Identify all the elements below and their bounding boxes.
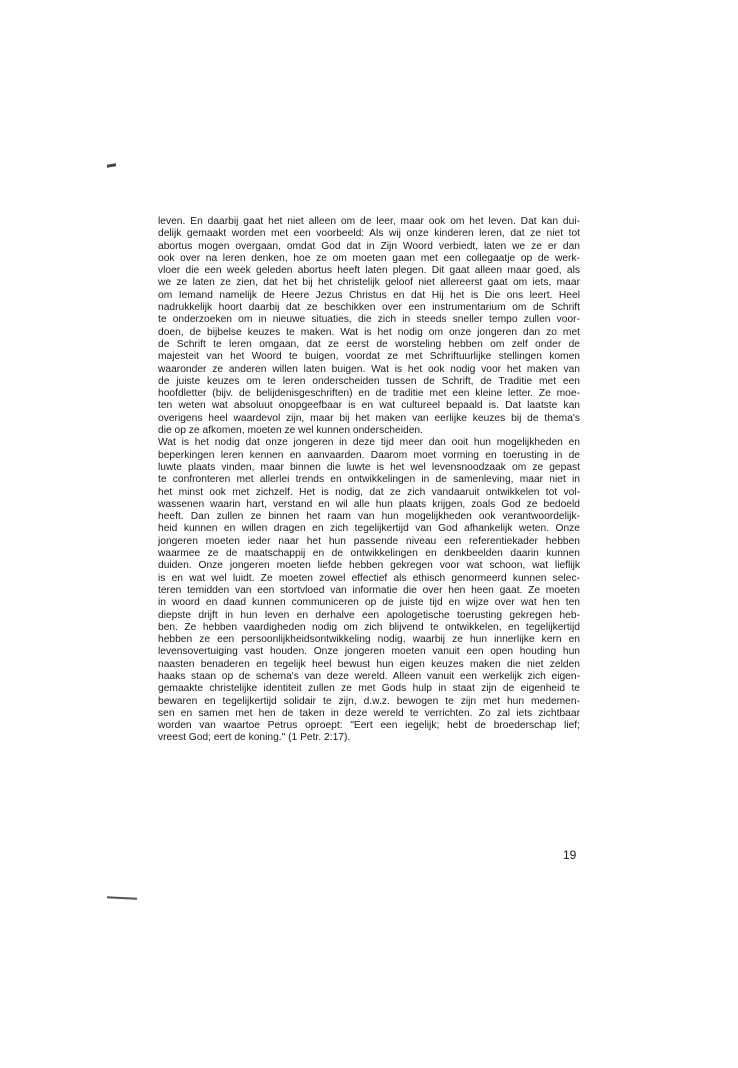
text-line: bewaren en tegelijkertijd solidair te zijn, d.w.z. bewogen te zijn met hun medemen- — [158, 695, 580, 707]
text-line: waarmee ze de maatschappij en de ontwikkelingen en denkbeelden daarin kunnen — [158, 548, 580, 560]
text-line: gemaakte christelijke identiteit zullen ze met Gods hulp in staat zijn de eigenheid te — [158, 683, 580, 695]
text-line: hoofdletter (bijv. de belijdenisgeschriften) en de traditie met een kleine letter. Ze moe- — [158, 388, 580, 400]
text-line: het minst ook met zichzelf. Het is nodig, dat ze zich vandaaruit ontwikkelen tot vol- — [158, 486, 580, 498]
text-line: doen, de bijbelse keuzes te maken. Wat is het nodig om onze jongeren dan zo met — [158, 326, 580, 338]
text-line: delijk gemaakt worden met een voorbeeld: Als wij onze kinderen leren, dat ze niet tot — [158, 228, 580, 240]
text-line: beperkingen leren kennen en aanvaarden. Daarom moet vorming en toerusting in de — [158, 449, 580, 461]
text-line: worden van waartoe Petrus oproept: "Eert een iegelijk; hebt de broederschap lief; — [158, 720, 580, 732]
page-number: 19 — [563, 848, 577, 862]
body-text — [158, 216, 580, 745]
text-line: teren temidden van een stortvloed van informatie die over hen heen gaat. Ze moeten — [158, 584, 580, 596]
text-line: naasten benaderen en tegelijk heel bewust hun eigen keuzes maken die niet zelden — [158, 658, 580, 670]
text-line: wassenen waarin hart, verstand en wil alle hun plaats krijgen, zoals God ze bedoeld — [158, 498, 580, 510]
text-line: te confronteren met allerlei trends en ontwikkelingen in de samenleving, maar niet in — [158, 474, 580, 486]
text-line: die op ze afkomen, moeten ze wel kunnen onderscheiden. — [158, 425, 423, 437]
text-line: levensovertuiging vast houden. Onze jongeren moeten vanuit een open houding hun — [158, 646, 580, 658]
text-line: sen en samen met hen de taken in deze wereld te verrichten. Zo zal iets zichtbaar — [158, 707, 580, 719]
text-line: de juiste keuzes om te leren onderscheiden tussen de Schrift, de Traditie met een — [158, 375, 580, 387]
text-line: heeft. Dan zullen ze binnen het raam van hun mogelijkheden ook verantwoordelijk- — [158, 511, 580, 523]
text-line: ben. Ze hebben vaardigheden nodig om zich blijvend te ontwikkelen, en tegelijkertijd — [158, 621, 580, 633]
text-line: is en wat wel luidt. Ze moeten zowel effectief als ethisch genormeerd kunnen selec- — [158, 572, 580, 584]
scan-margin-mark — [107, 163, 116, 168]
text-line: hebben ze een persoonlijkheidsontwikkeling nodig, waarbij ze hun innerlijke kern en — [158, 634, 580, 646]
text-line: leven. En daarbij gaat het niet alleen om de leer, maar ook om het leven. Dat kan dui- — [158, 216, 580, 227]
text-line: heid kunnen en willen dragen en zich tegelijkertijd van God afhankelijk weten. Onze — [158, 523, 580, 535]
text-line: vloer die een week geleden abortus heeft laten plegen. Dit gaat alleen maar goed, als — [158, 265, 580, 277]
text-line: haaks staan op de schema's van deze wereld. Alleen vanuit een werkelijk zich eigen- — [158, 670, 580, 682]
text-line: nadrukkelijk hoort daarbij dat ze beschikken over een instrumentarium om de Schrift — [158, 302, 580, 314]
scan-margin-mark — [107, 896, 137, 900]
text-line: luwte plaats vinden, maar binnen die luwte is het wel levensnoodzaak om ze gepast — [158, 461, 580, 473]
text-line: diepste drijft in hun leven en derhalve een apologetische toerusting gekregen heb- — [158, 609, 580, 621]
text-line: duiden. Onze jongeren moeten liefde hebben gekregen voor wat schoon, wat lieflijk — [158, 560, 580, 572]
text-line: majesteit van het Woord te buigen, voordat ze met Schriftuurlijke stellingen komen — [158, 351, 580, 363]
text-line: te onderzoeken om in nieuwe situaties, die zich in steeds sneller tempo zullen voor- — [158, 314, 580, 326]
text-line: jongeren moeten ieder naar het hun passende niveau een referentiekader hebben — [158, 535, 580, 547]
text-line: waaronder ze anderen willen laten buigen. Wat is het ook nodig voor het maken van — [158, 363, 580, 375]
text-line: ook over na leren denken, hoe ze om moeten gaan met een collegaatje op de werk- — [158, 252, 580, 264]
text-line: om Iemand namelijk de Heere Jezus Christus en dat Hij het is Die ons leert. Heel — [158, 289, 580, 301]
text-line: vreest God; eert de koning." (1 Petr. 2:17). — [158, 732, 351, 744]
text-line: in woord en daad kunnen communiceren op de juiste tijd en wijze over wat hen ten — [158, 597, 580, 609]
text-line: de Schrift te leren omgaan, dat ze eerst de worsteling hebben om zelf onder de — [158, 338, 580, 350]
text-line: overigens heel waardevol zijn, maar bij het maken van eerlijke keuzes bij de thema's — [158, 412, 580, 424]
text-line: we ze laten ze zien, dat het bij het christelijk geloof niet allereerst gaat om iets, maar — [158, 277, 580, 289]
text-line: Wat is het nodig dat onze jongeren in deze tijd meer dan ooit hun mogelijkheden en — [158, 437, 580, 449]
text-line: abortus mogen overgaan, omdat God dat in Zijn Woord verbiedt, laten we ze er dan — [158, 240, 580, 252]
text-line: ten weten wat absoluut onopgeefbaar is en wat cultureel bepaald is. Dat laatste kan — [158, 400, 580, 412]
